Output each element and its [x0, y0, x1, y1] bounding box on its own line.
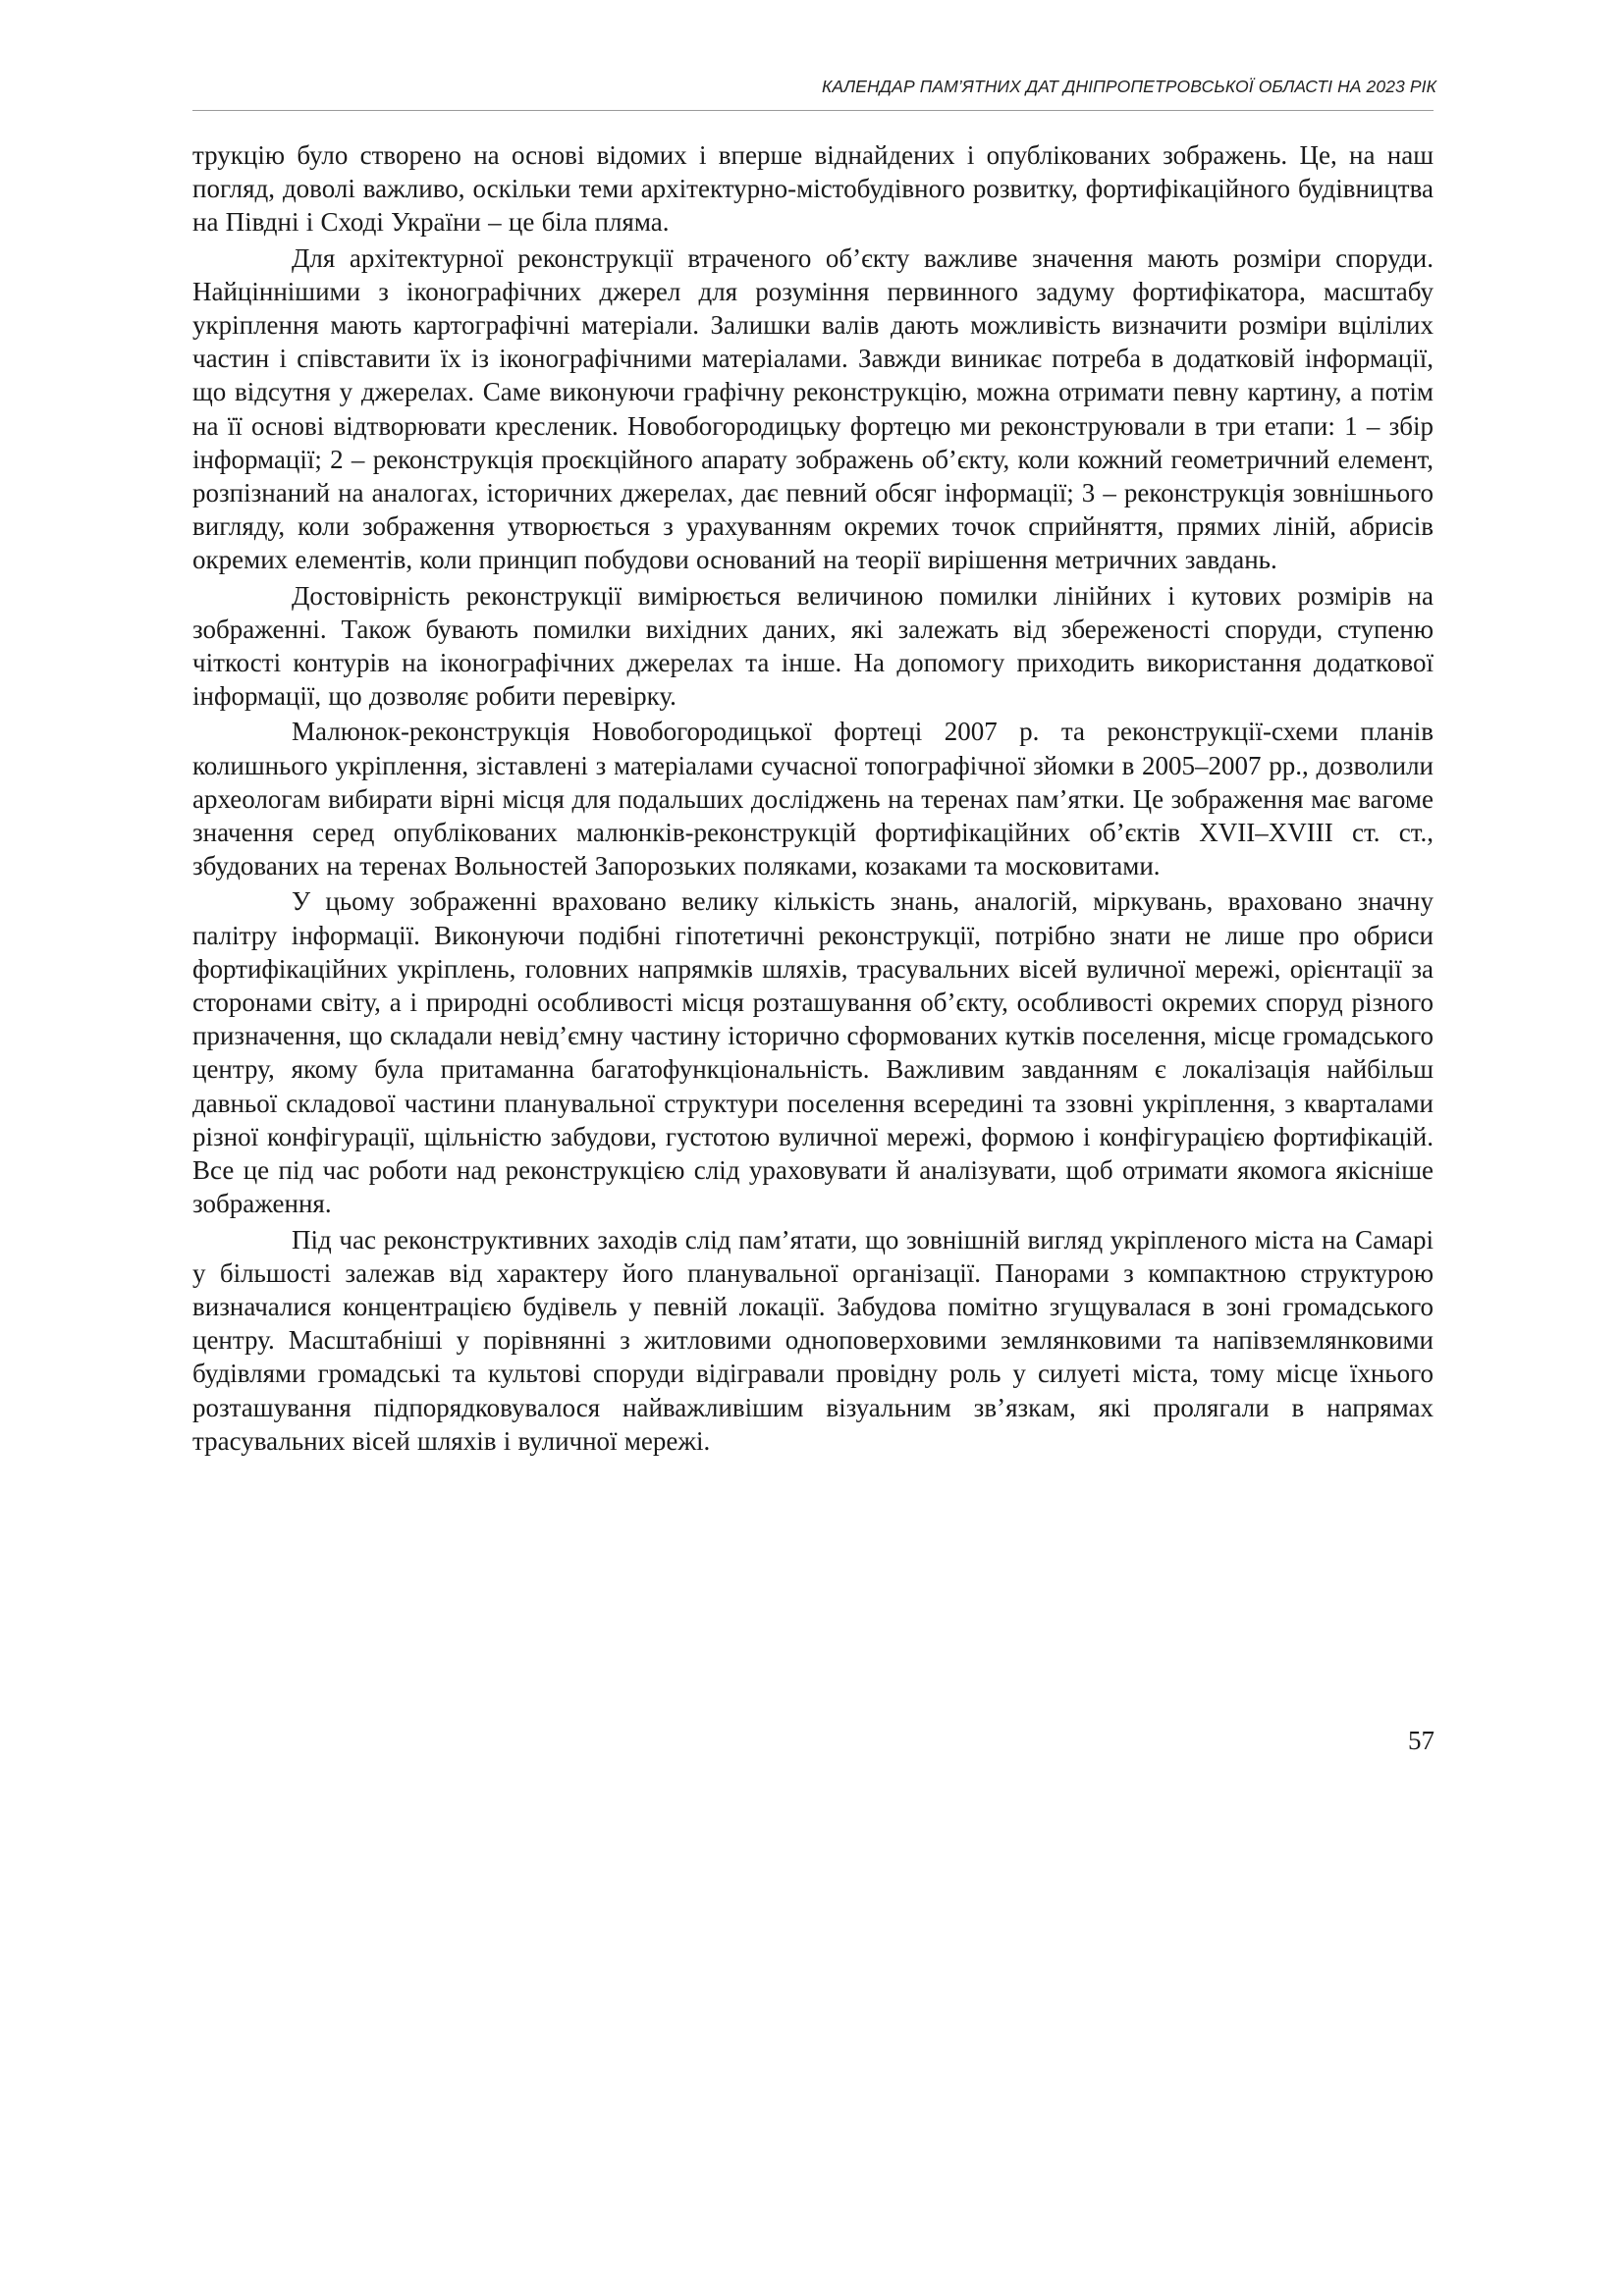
paragraph: Під час реконструктивних заходів слід пам’ятати, що зовнішній вигляд укріпленого міста на Самарі у більшості залежав від характеру його планувальної організації. Панорами з компактною структурою визначалися концентрацією будівель у певній локації. Забудова помітно згущувалася в зоні громадського центру. Масштабніші у порівнянні з житловими одноповерховими землянковими та напівземлянковими будівлями громадські та культові споруди відігравали провідну роль у силуеті міста, тому місце їхнього розташування підпорядковувалося найважливішим візуальним зв’язкам, які пролягали в напрямах трасувальних вісей шляхів і вуличної мережі.	[192, 1224, 1434, 1456]
paragraph: Для архітектурної реконструкції втраченого об’єкту важливе значення мають розміри споруди. Найціннішими з іконографічних джерел для розуміння первинного задуму фортифікатора, масштабу укріплення мають картографічні матеріали. Залишки валів дають можливість визначити розміри вцілілих частин і співставити їх із іконографічними матеріалами. Завжди виникає потреба в додатковій інформації, що відсутня у джерелах. Саме виконуючи графічну реконструкцію, можна отримати певну картину, а потім на її основі відтворювати кресленик. Новобогородицьку фортецю ми реконструювали в три етапи: 1 – збір інформації; 2 – реконструкція проєкційного апарату зображень об’єкту, коли кожний геометричний елемент, розпізнаний на аналогах, історичних джерелах, дає певний обсяг інформації; 3 – реконструкція зовнішнього вигляду, коли зображення утворюється з урахуванням окремих точок сприйняття, прямих ліній, абрисів окремих елементів, коли принцип побудови оснований на теорії вирішення метричних завдань.	[192, 242, 1434, 575]
running-header: КАЛЕНДАР ПАМ’ЯТНИХ ДАТ ДНІПРОПЕТРОВСЬКОЇ ОБЛАСТІ НА 2023 РІК	[821, 77, 1436, 96]
paragraph: трукцію було створено на основі відомих і вперше віднайдених і опублікованих зображень. Це, на наш погляд, доволі важливо, оскільки теми архітектурно-містобудівного розвитку, фортифікаційного будівництва на Півдні і Сході України – це біла пляма.	[192, 140, 1434, 238]
header-rule	[192, 110, 1434, 111]
main-text	[192, 138, 1434, 1460]
paragraph: Достовірність реконструкції вимірюється величиною помилки лінійних і кутових розмірів на зображенні. Також бувають помилки вихідних даних, які залежать від збереженості споруди, ступеню чіткості контурів на іконографічних джерелах та інше. На допомогу приходить використання додаткової інформації, що дозволяє робити перевірку.	[192, 580, 1434, 712]
page-number: 57	[1408, 1726, 1435, 1755]
paragraph: У цьому зображенні враховано велику кількість знань, аналогій, міркувань, враховано значну палітру інформації. Виконуючи подібні гіпотетичні реконструкції, потрібно знати не лише про обриси фортифікаційних укріплень, головних напрямків шляхів, трасувальних вісей вуличної мережі, орієнтації за сторонами світу, а і природні особливості місця розташування об’єкту, особливості окремих споруд різного призначення, що складали невід’ємну частину історично сформованих кутків поселення, місце громадського центру, якому була притаманна багатофункціональність. Важливим завданням є локалізація найбільш давньої складової частини планувальної структури поселення всередині та ззовні укріплення, з кварталами різної конфігурації, щільністю забудови, густотою вуличної мережі, формою і конфігурацією фортифікацій. Все це під час роботи над реконструкцією слід ураховувати й аналізувати, щоб отримати якомога якісніше зображення.	[192, 886, 1434, 1219]
paragraph: Малюнок-реконструкція Новобогородицької фортеці 2007 р. та реконструкції-схеми планів колишнього укріплення, зіставлені з матеріалами сучасної топографічної зйомки в 2005–2007 рр., дозволили археологам вибирати вірні місця для подальших досліджень на теренах пам’ятки. Це зображення має вагоме значення серед опублікованих малюнків-реконструкцій фортифікаційних об’єктів XVII–XVIII ст. ст., збудованих на теренах Вольностей Запорозьких поляками, козаками та московитами.	[192, 717, 1434, 881]
